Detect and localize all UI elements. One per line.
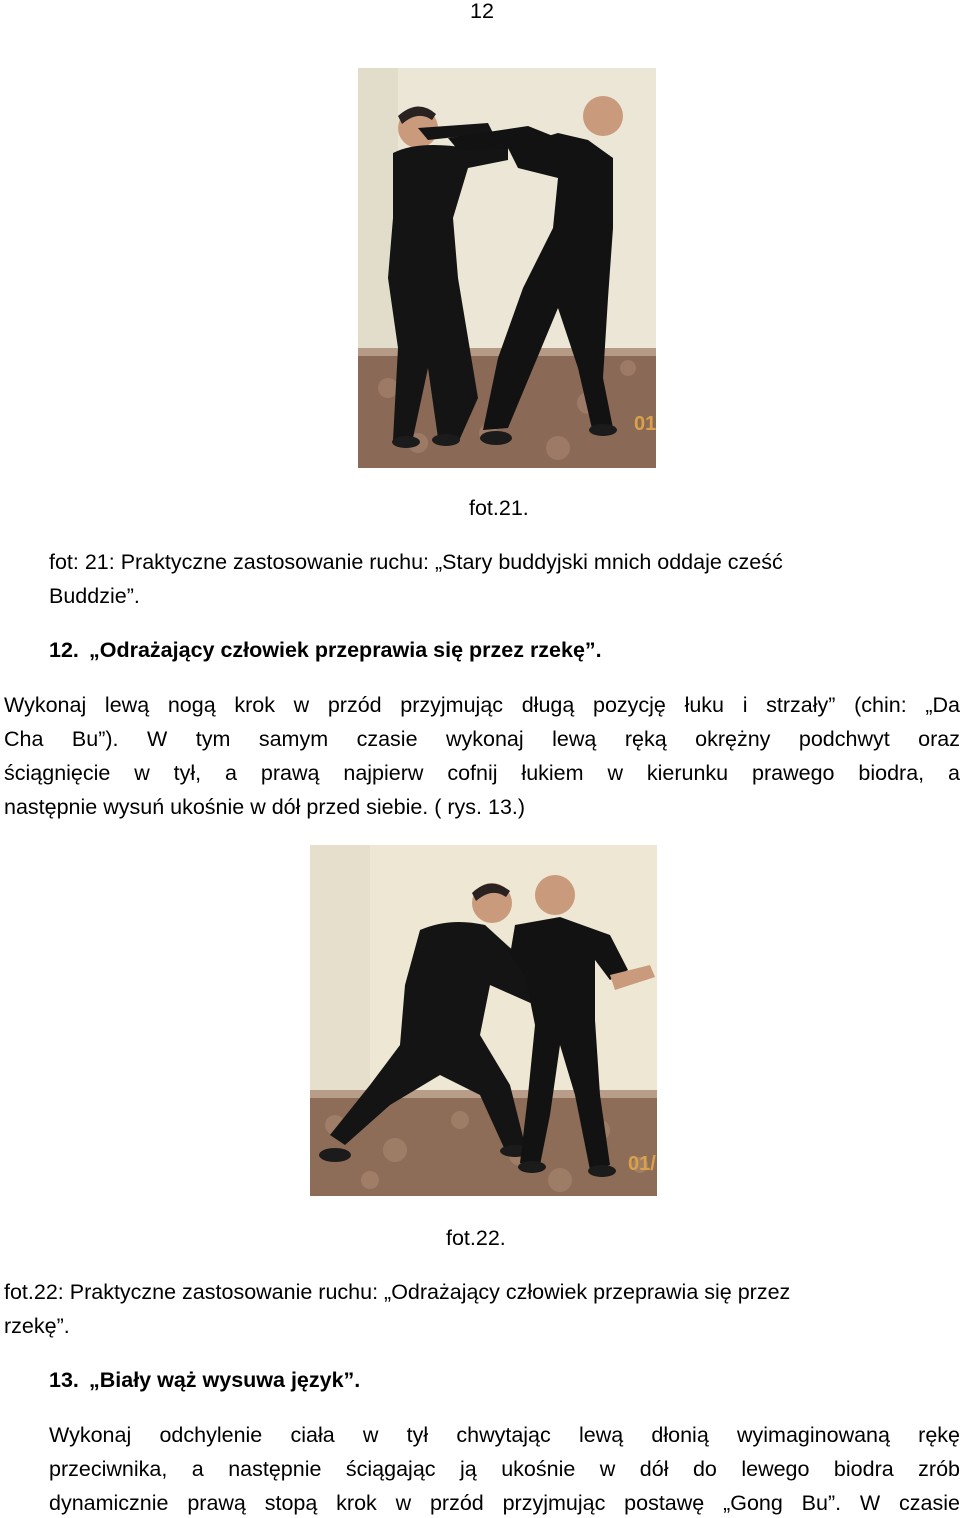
photo-fot-21 [358, 68, 656, 468]
fot-22-label: fot.22. [446, 1226, 506, 1250]
photo2-watermark: 01/ [628, 1153, 656, 1175]
para-12-line3: ściągnięcie w tył, a prawą najpierw cofnij łukiem w kierunku prawego biodra, a [4, 761, 960, 785]
fot-21-label: fot.21. [469, 496, 529, 520]
para-13-line2: przeciwnika, a następnie ściągając ją ukośnie w dół do lewego biodra zrób [49, 1457, 960, 1481]
section-12-number: 12. [49, 638, 79, 662]
fot-22-caption-line2: rzekę”. [4, 1314, 70, 1338]
para-12-line4: następnie wysuń ukośnie w dół przed siebie. ( rys. 13.) [4, 795, 526, 819]
para-13-line1: Wykonaj odchylenie ciała w tył chwytając lewą dłonią wyimaginowaną rękę [49, 1423, 960, 1447]
page-number: 12 [470, 0, 494, 23]
para-13-line3: dynamicznie prawą stopą krok w przód przyjmując postawę „Gong Bu”. W czasie [49, 1491, 960, 1515]
para-12-line1: Wykonaj lewą nogą krok w przód przyjmując długą pozycję łuku i strzały” (chin: „Da [4, 693, 960, 717]
photo-fot-22 [310, 845, 657, 1196]
fot-21-caption-line1: fot: 21: Praktyczne zastosowanie ruchu: „Stary buddyjski mnich oddaje cześć [49, 550, 783, 574]
section-13-number: 13. [49, 1368, 79, 1392]
photo1-watermark: 01 [634, 413, 656, 435]
fot-22-caption-line1: fot.22: Praktyczne zastosowanie ruchu: „Odrażający człowiek przeprawia się przez [4, 1280, 791, 1304]
fot-21-caption-line2: Buddzie”. [49, 584, 140, 608]
para-12-line2: Cha Bu”). W tym samym czasie wykonaj lewą ręką okrężny podchwyt oraz [4, 727, 960, 751]
section-12-title: „Odrażający człowiek przeprawia się przez rzekę”. [89, 638, 602, 662]
section-13-title: „Biały wąż wysuwa język”. [89, 1368, 361, 1392]
